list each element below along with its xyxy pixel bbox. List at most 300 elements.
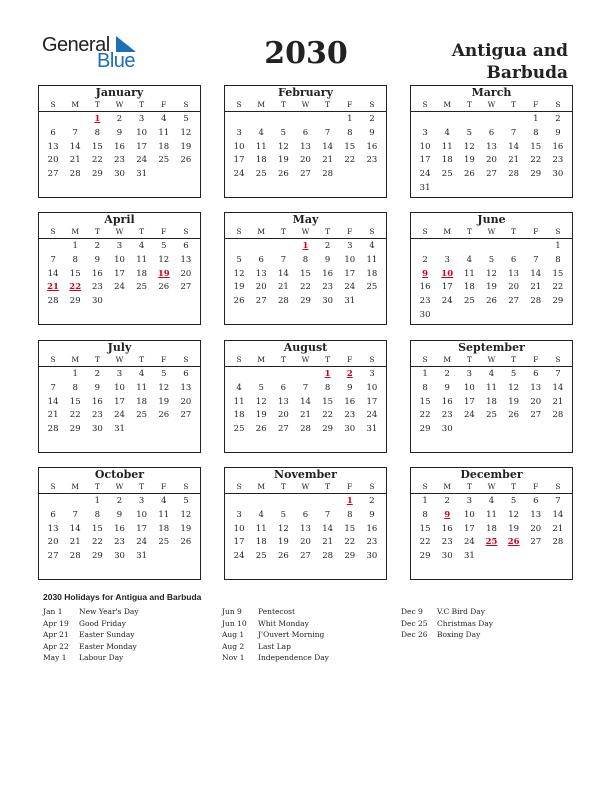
day-cell: 5 [510,496,517,506]
weekday-label: F [161,100,167,109]
empty-cell [250,495,272,509]
holiday-date: Nov 1 [222,653,245,662]
empty-cell [294,113,316,127]
day-cell: 9 [116,509,123,520]
day-cell: 3 [466,369,473,379]
holiday-day-cell: 1 [94,114,101,124]
weekday-label: W [115,100,124,109]
holiday-row [222,629,329,641]
day-cell: 6 [258,254,264,265]
empty-cell [458,240,480,254]
weekday-label: F [533,227,539,236]
day-cell: 7 [324,509,331,520]
weekday-label: T [466,355,472,364]
day-cell: 23 [91,410,103,421]
day-cell: 16 [322,268,334,279]
holiday-name: Good Friday [79,618,126,628]
weekday-label: S [183,355,189,364]
day-cell: 16 [441,523,453,534]
weekday-header [411,481,572,494]
weekday-label: W [301,482,310,491]
day-cell: 14 [552,509,564,520]
day-cell: 26 [180,537,192,548]
holiday-row [401,629,493,641]
day-cell: 2 [422,254,428,265]
day-cell: 15 [530,141,542,152]
day-cell: 1 [347,114,353,124]
day-cell: 18 [366,268,378,279]
weekday-label: S [369,482,375,491]
day-cell: 11 [463,268,475,279]
holiday-day-cell: 1 [324,369,331,379]
holiday-day-cell: 21 [47,282,59,293]
day-cell: 4 [138,241,145,251]
days-grid [39,494,200,564]
days-grid [225,494,386,564]
holiday-day-cell: 1 [346,496,353,506]
day-cell: 27 [530,410,542,421]
month-name: December [460,468,523,481]
weekday-label: M [443,227,452,236]
day-cell: 11 [136,382,148,393]
empty-cell [42,240,64,254]
days-grid [39,112,200,182]
weekday-label: T [325,482,331,491]
day-cell: 17 [233,155,245,166]
day-cell: 28 [300,424,311,435]
weekday-label: S [555,100,561,109]
day-cell: 11 [441,141,453,152]
weekday-label: S [422,355,428,364]
holiday-row [43,618,139,630]
logo-blue-text: Blue [97,50,136,72]
day-cell: 11 [366,254,378,265]
day-cell: 28 [277,296,289,307]
day-cell: 23 [441,537,453,548]
day-cell: 11 [255,141,267,152]
day-cell: 10 [233,523,245,534]
day-cell: 8 [533,127,539,138]
day-cell: 5 [258,382,264,393]
month-name: May [292,213,319,226]
day-cell: 8 [347,509,353,520]
day-cell: 13 [47,141,59,152]
day-cell: 7 [280,254,287,265]
weekday-label: S [369,100,375,109]
day-cell: 29 [69,296,81,307]
day-cell: 25 [366,282,378,293]
month-name: April [104,213,135,226]
day-cell: 22 [419,537,431,548]
country-title [452,40,568,84]
holiday-day-cell: 1 [302,241,309,251]
day-cell: 29 [419,424,431,435]
country-line-1: Antigua and [451,41,568,61]
day-cell: 13 [300,141,311,152]
day-cell: 10 [114,254,125,265]
day-cell: 11 [158,509,170,520]
day-cell: 28 [322,169,334,180]
day-cell: 19 [158,396,170,407]
day-cell: 3 [369,369,375,379]
day-cell: 5 [161,241,167,251]
weekday-label: F [533,355,539,364]
day-cell: 8 [324,382,331,393]
day-cell: 7 [72,509,78,520]
day-cell: 27 [180,282,192,293]
weekday-label: F [161,355,167,364]
day-cell: 11 [136,254,148,265]
day-cell: 4 [258,127,264,138]
day-cell: 25 [233,424,245,435]
weekday-label: M [443,355,452,364]
day-cell: 19 [277,155,289,166]
day-cell: 3 [138,496,145,506]
day-cell: 7 [50,382,56,393]
day-cell: 31 [419,182,431,193]
month-name: October [94,468,145,481]
day-cell: 7 [533,254,539,265]
day-cell: 12 [180,127,192,138]
day-cell: 30 [366,551,378,562]
day-cell: 26 [255,424,267,435]
day-cell: 24 [233,169,245,180]
day-cell: 26 [463,169,475,180]
day-cell: 6 [183,241,189,251]
day-cell: 26 [277,551,289,562]
day-cell: 21 [530,282,542,293]
weekday-label: T [280,355,286,364]
day-cell: 7 [302,382,309,393]
empty-cell [294,368,316,382]
day-cell: 17 [441,282,453,293]
weekday-label: S [50,100,56,109]
day-cell: 19 [486,282,497,293]
day-cell: 5 [183,114,189,124]
day-cell: 5 [488,254,495,265]
day-cell: 24 [463,410,475,421]
weekday-label: M [257,100,266,109]
day-cell: 29 [419,551,431,562]
holiday-name: Independence Day [258,653,329,662]
day-cell: 24 [463,537,475,548]
day-cell: 8 [72,382,78,393]
weekday-label: T [511,482,517,491]
day-cell: 25 [136,410,148,421]
day-cell: 2 [116,114,123,124]
day-cell: 5 [280,127,287,138]
weekday-label: T [139,100,145,109]
day-cell: 17 [419,155,431,166]
day-cell: 21 [47,410,59,421]
month-name: August [283,341,328,354]
day-cell: 29 [91,551,103,562]
day-cell: 29 [344,551,356,562]
empty-cell [503,240,525,254]
day-cell: 11 [158,127,170,138]
day-cell: 16 [419,282,431,293]
weekday-label: T [511,355,517,364]
day-cell: 18 [255,155,267,166]
day-cell: 30 [344,424,356,435]
day-cell: 30 [114,169,125,180]
holiday-day-cell: 25 [485,537,498,548]
day-cell: 18 [158,523,170,534]
logo-general-text: General [42,34,110,56]
holiday-name: Easter Sunday [79,630,135,639]
day-cell: 8 [94,127,101,138]
day-cell: 18 [486,523,497,534]
day-cell: 31 [344,296,356,307]
day-cell: 20 [255,282,267,293]
holiday-date: Dec 26 [401,630,428,639]
day-cell: 8 [555,254,561,265]
month-name: June [477,213,506,226]
day-cell: 15 [91,141,103,152]
day-cell: 30 [441,424,453,435]
month-name: January [95,86,144,99]
day-cell: 25 [255,551,267,562]
day-cell: 4 [488,369,495,379]
day-cell: 24 [114,282,125,293]
day-cell: 29 [300,296,311,307]
day-cell: 6 [533,496,539,506]
day-cell: 7 [50,254,56,265]
day-cell: 27 [530,537,542,548]
month-january [38,85,201,198]
empty-cell [272,495,294,509]
weekday-label: M [71,482,80,491]
days-grid [411,112,572,196]
weekday-label: S [422,227,428,236]
day-cell: 21 [552,396,564,407]
day-cell: 6 [302,509,309,520]
day-cell: 6 [50,509,56,520]
holiday-day-cell: 9 [422,268,429,279]
day-cell: 2 [369,114,375,124]
days-grid [411,494,572,564]
day-cell: 24 [136,537,148,548]
day-cell: 20 [486,155,497,166]
weekday-header [39,99,200,112]
day-cell: 14 [322,141,334,152]
day-cell: 26 [277,169,289,180]
day-cell: 10 [344,254,356,265]
day-cell: 3 [236,509,242,520]
holiday-row [222,606,329,618]
day-cell: 5 [466,127,473,138]
day-cell: 8 [422,509,428,520]
day-cell: 14 [47,268,59,279]
weekday-label: F [347,227,353,236]
days-grid [411,239,572,323]
day-cell: 20 [47,155,59,166]
weekday-label: W [487,227,496,236]
day-cell: 16 [366,523,378,534]
day-cell: 13 [530,382,542,393]
weekday-header [225,354,386,367]
holidays-title: 2030 Holidays for Antigua and Barbuda [43,592,202,602]
weekday-label: W [301,100,310,109]
day-cell: 9 [347,382,353,393]
day-cell: 25 [158,537,170,548]
day-cell: 13 [486,141,497,152]
weekday-label: T [139,227,145,236]
day-cell: 31 [114,424,125,435]
weekday-label: S [555,227,561,236]
day-cell: 21 [322,537,334,548]
days-grid [39,367,200,437]
days-grid [225,239,386,309]
day-cell: 12 [508,382,520,393]
weekday-label: T [511,100,517,109]
holiday-name: Christmas Day [437,618,493,628]
day-cell: 17 [114,396,125,407]
day-cell: 19 [255,410,267,421]
day-cell: 21 [69,155,81,166]
holiday-row [43,606,139,618]
holiday-row [401,618,493,630]
day-cell: 19 [180,523,192,534]
day-cell: 5 [161,369,167,379]
day-cell: 25 [463,296,475,307]
day-cell: 30 [91,424,103,435]
weekday-label: S [50,227,56,236]
day-cell: 19 [463,155,475,166]
holiday-day-cell: 2 [346,369,353,379]
weekday-label: T [511,227,517,236]
days-grid [39,239,200,309]
holiday-day-cell: 19 [157,268,170,279]
holiday-date: Dec 9 [401,607,423,616]
weekday-header [39,226,200,239]
holiday-date: Apr 21 [43,630,69,639]
day-cell: 13 [255,268,267,279]
month-december [410,467,573,580]
day-cell: 3 [422,127,428,138]
weekday-label: S [183,227,189,236]
day-cell: 27 [300,551,311,562]
day-cell: 19 [277,537,289,548]
day-cell: 29 [69,424,81,435]
year-title: 2030 [264,36,348,71]
day-cell: 26 [158,282,170,293]
holiday-day-cell: 26 [507,537,520,548]
day-cell: 12 [180,509,192,520]
weekday-label: T [325,100,331,109]
weekday-label: M [443,482,452,491]
day-cell: 31 [463,551,475,562]
day-cell: 2 [116,496,123,506]
day-cell: 10 [136,509,148,520]
day-cell: 11 [486,509,497,520]
day-cell: 13 [508,268,520,279]
day-cell: 17 [136,523,148,534]
day-cell: 16 [441,396,453,407]
day-cell: 28 [47,296,59,307]
day-cell: 12 [233,268,245,279]
holiday-day-cell: 22 [69,282,82,293]
holiday-name: New Year's Day [79,607,139,616]
day-cell: 23 [552,155,564,166]
day-cell: 3 [466,496,473,506]
day-cell: 19 [180,141,192,152]
day-cell: 23 [419,296,431,307]
day-cell: 12 [486,268,497,279]
holiday-day-cell: 9 [444,509,451,520]
weekday-label: T [466,227,472,236]
day-cell: 18 [441,155,453,166]
days-grid [225,112,386,182]
day-cell: 27 [47,169,59,180]
empty-cell [294,495,316,509]
weekday-label: M [71,100,80,109]
day-cell: 28 [47,424,59,435]
empty-cell [317,495,339,509]
day-cell: 10 [463,382,475,393]
day-cell: 1 [555,241,561,251]
weekday-label: S [236,355,242,364]
weekday-label: S [422,482,428,491]
weekday-label: W [115,355,124,364]
day-cell: 9 [444,382,450,393]
weekday-header [411,226,572,239]
day-cell: 5 [280,509,287,520]
day-cell: 24 [366,410,378,421]
day-cell: 16 [91,396,103,407]
day-cell: 18 [486,396,497,407]
day-cell: 16 [114,523,125,534]
day-cell: 6 [488,127,495,138]
day-cell: 2 [444,496,450,506]
day-cell: 12 [158,382,170,393]
weekday-label: T [325,227,331,236]
weekday-label: T [325,355,331,364]
day-cell: 20 [300,155,311,166]
day-cell: 3 [236,127,242,138]
day-cell: 2 [555,114,561,124]
month-may [224,212,387,325]
day-cell: 8 [422,382,428,393]
weekday-label: T [94,482,100,491]
month-september [410,340,573,453]
weekday-label: W [487,100,496,109]
day-cell: 19 [233,282,245,293]
day-cell: 14 [69,523,81,534]
empty-cell [503,113,525,127]
day-cell: 17 [366,396,378,407]
day-cell: 28 [552,410,564,421]
day-cell: 26 [233,296,245,307]
month-june [410,212,573,325]
day-cell: 15 [344,523,356,534]
weekday-label: S [183,482,189,491]
weekday-header [39,354,200,367]
weekday-label: W [301,355,310,364]
month-name: September [458,341,525,354]
day-cell: 22 [419,410,431,421]
empty-cell [525,240,547,254]
day-cell: 28 [508,169,520,180]
day-cell: 10 [114,382,125,393]
day-cell: 9 [94,254,101,265]
day-cell: 15 [322,396,334,407]
weekday-label: M [71,355,80,364]
day-cell: 15 [419,396,431,407]
weekday-label: T [466,482,472,491]
month-name: July [107,341,132,354]
day-cell: 10 [233,141,245,152]
